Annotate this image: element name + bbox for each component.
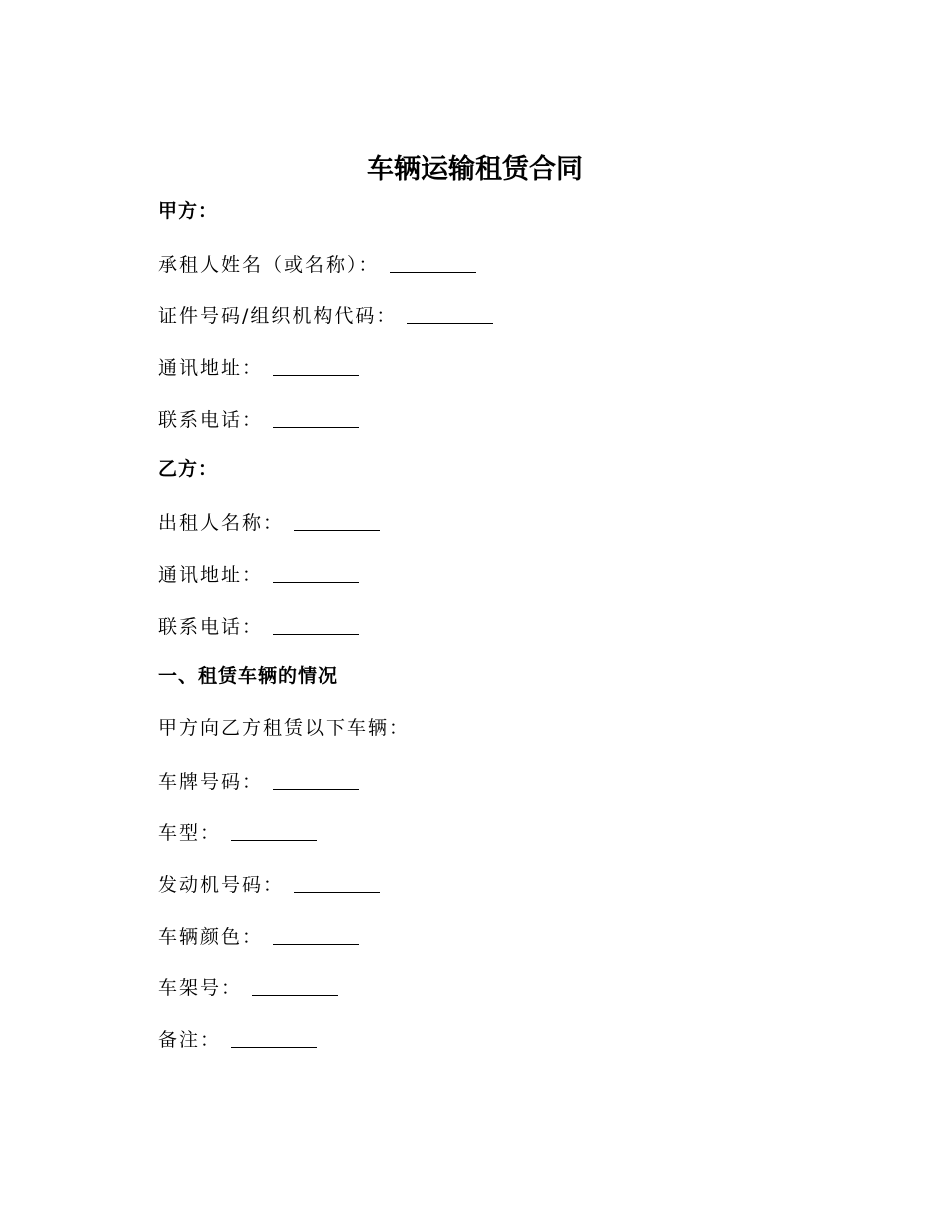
lessor-phone-field (158, 608, 798, 660)
fill-in-blank (407, 297, 493, 324)
fill-in-blank (273, 608, 359, 635)
field-label: 通讯地址： (158, 563, 264, 586)
engine-number-field (158, 866, 798, 918)
fill-in-blank (294, 866, 380, 893)
fill-in-blank (273, 763, 359, 790)
field-label: 发动机号码： (158, 873, 285, 896)
fill-in-blank (273, 401, 359, 428)
lessor-address-field (158, 556, 798, 608)
document-body (158, 194, 798, 1073)
party-b-heading: 乙方： (158, 458, 219, 481)
fill-in-blank (252, 969, 338, 996)
fill-in-blank (294, 504, 380, 531)
lessor-name-field (158, 504, 798, 556)
field-label: 联系电话： (158, 615, 264, 638)
vehicle-model-field (158, 814, 798, 866)
lessee-phone-field (158, 401, 798, 453)
party-a-heading: 甲方： (158, 200, 219, 222)
field-label: 备注： (158, 1029, 222, 1051)
frame-number-field (158, 969, 798, 1021)
field-label: 证件号码/组织机构代码： (158, 305, 398, 328)
lessee-id-field (158, 297, 798, 349)
section-1-heading: 一、租赁车辆的情况 (158, 665, 339, 688)
field-label: 联系电话： (158, 408, 264, 431)
section-1-intro: 甲方向乙方租赁以下车辆： (158, 716, 411, 739)
field-label: 车辆颜色： (158, 925, 264, 948)
field-label: 通讯地址： (158, 357, 264, 380)
fill-in-blank (273, 349, 359, 376)
fill-in-blank (231, 814, 317, 841)
field-label: 车型： (158, 822, 222, 845)
fill-in-blank (390, 246, 476, 273)
fill-in-blank (231, 1021, 317, 1048)
fill-in-blank (273, 556, 359, 583)
lessee-name-field (158, 246, 798, 298)
lessee-address-field (158, 349, 798, 401)
fill-in-blank (273, 918, 359, 945)
field-label: 出租人名称： (158, 512, 285, 535)
remarks-field (158, 1021, 798, 1073)
document-title: 车辆运输租赁合同 (367, 154, 583, 185)
field-label: 车架号： (158, 977, 243, 1000)
plate-number-field (158, 763, 798, 815)
field-label: 承租人姓名（或名称）： (158, 253, 380, 276)
vehicle-color-field (158, 918, 798, 970)
field-label: 车牌号码： (158, 770, 264, 793)
